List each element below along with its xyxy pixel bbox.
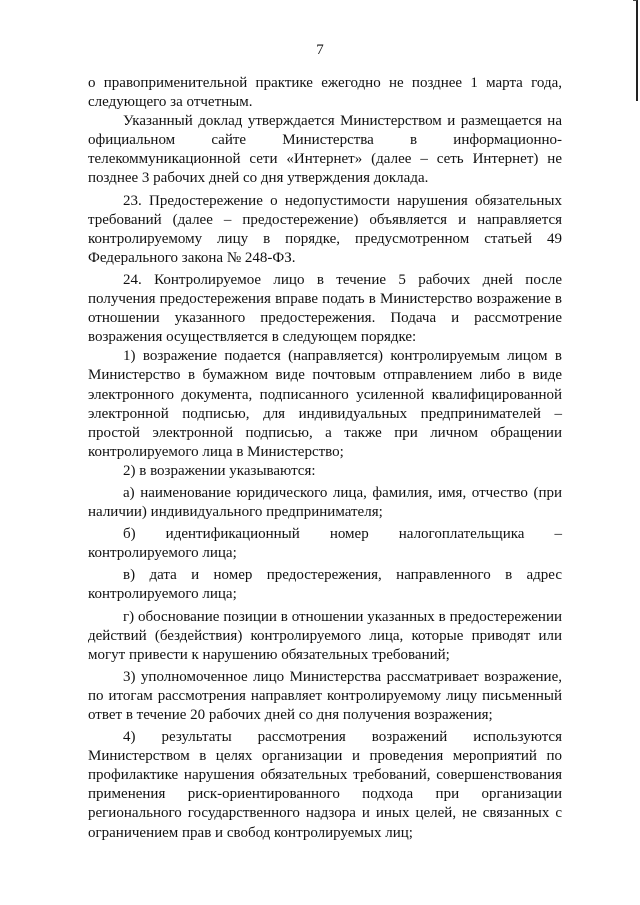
paragraph-item-23: 23. Предостережение о недопустимости нарушения обязательных требований (далее – предостережение) объявляется и направляется контролируемому лицу в порядке, предусмотренном статьей 49 Федерального закона № 248-ФЗ. bbox=[88, 192, 562, 266]
paragraph-subitem-3: 3) уполномоченное лицо Министерства рассматривает возражение, по итогам рассмотрения направляет контролируемому лицу письменный ответ в течение 20 рабочих дней со дня получения возражения; bbox=[88, 668, 562, 723]
paragraph-subitem-2: 2) в возражении указываются: bbox=[123, 462, 316, 479]
document-body bbox=[88, 74, 562, 843]
page-number: 7 bbox=[316, 42, 324, 58]
paragraph-item-24: 24. Контролируемое лицо в течение 5 рабочих дней после получения предостережения вправе подать в Министерство возражение в отношении указанного предостережения. Подача и рассмотрение возражения осуществляется в следующем порядке: bbox=[88, 271, 562, 346]
paragraph-subitem-a: а) наименование юридического лица, фамилия, имя, отчество (при наличии) индивидуального предпринимателя; bbox=[88, 484, 562, 521]
paragraph-subitem-4: 4) результаты рассмотрения возражений используются Министерством в целях организации и проведения мероприятий по профилактике нарушения обязательных требований, совершенствования применения риск-ориентированного подхода при организации регионального государственного надзора и иных целей, не связанных с ограничением прав и свобод контролируемых лиц; bbox=[88, 729, 562, 841]
paragraph-report: Указанный доклад утверждается Министерством и размещается на официальном сайте Министерства в информационно-телекоммуникационной сети «Интернет» (далее – сеть Интернет) не позднее 3 рабочих дней со дня утверждения доклада. bbox=[88, 113, 562, 187]
paragraph-subitem-v: в) дата и номер предостережения, направленного в адрес контролируемого лица; bbox=[88, 567, 562, 603]
paragraph-continuation: о правоприменительной практике ежегодно не позднее 1 марта года, следующего за отчетным. bbox=[88, 75, 562, 111]
paragraph-subitem-b: б) идентификационный номер налогоплательщика – контролируемого лица; bbox=[88, 526, 562, 562]
paragraph-subitem-1: 1) возражение подается (направляется) контролируемым лицом в Министерство в бумажном виде почтовым отправлением либо в виде электронного документа, подписанного усиленной квалифицированной электронной подписью, для индивидуальных предпринимателей – простой электронной подписью, а также при личном обращении контролируемого лица в Министерство; bbox=[88, 348, 562, 460]
paragraph-subitem-g: г) обоснование позиции в отношении указанных в предостережении действий (бездействия) контролируемого лица, которые приводят или могут привести к нарушению обязательных требований; bbox=[88, 608, 562, 663]
